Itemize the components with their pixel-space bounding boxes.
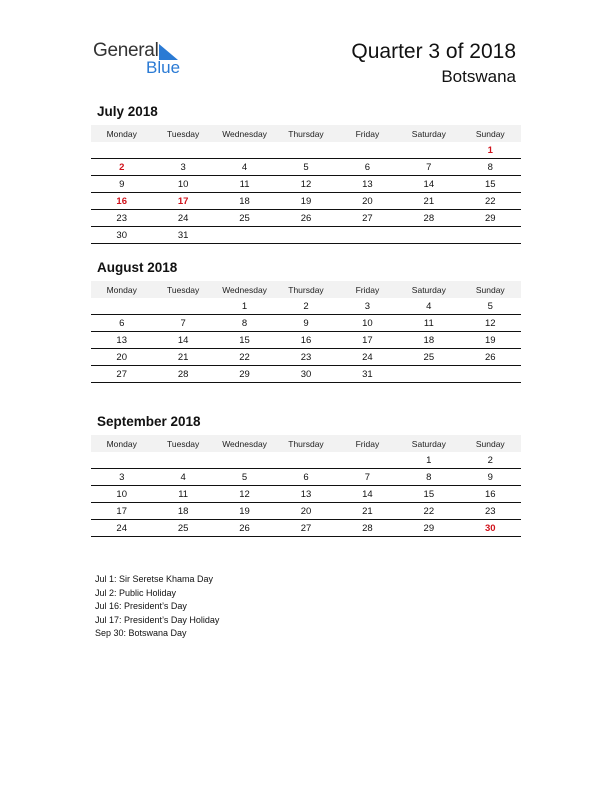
weekday-header: Wednesday	[214, 435, 275, 452]
day-cell: 8	[398, 469, 459, 486]
holiday-note: Jul 2: Public Holiday	[95, 587, 177, 598]
empty-day-cell	[398, 227, 459, 244]
empty-day-cell	[152, 452, 213, 469]
empty-day-cell	[214, 142, 275, 159]
day-cell: 20	[275, 503, 336, 520]
day-cell: 6	[275, 469, 336, 486]
empty-day-cell	[91, 142, 152, 159]
day-cell: 3	[337, 298, 398, 315]
empty-day-cell	[398, 366, 459, 383]
day-cell: 15	[214, 332, 275, 349]
week-row	[91, 210, 521, 227]
month-calendar	[91, 104, 521, 244]
week-row	[91, 366, 521, 383]
day-cell: 1	[398, 452, 459, 469]
day-cell: 22	[398, 503, 459, 520]
day-cell: 9	[275, 315, 336, 332]
day-cell: 23	[275, 349, 336, 366]
day-cell: 5	[214, 469, 275, 486]
weekday-header: Monday	[91, 435, 152, 452]
week-row	[91, 520, 521, 537]
day-cell: 15	[460, 176, 521, 193]
week-row	[91, 159, 521, 176]
day-cell: 22	[460, 193, 521, 210]
day-cell: 25	[214, 210, 275, 227]
weekday-header: Monday	[91, 125, 152, 142]
month-table	[91, 281, 521, 383]
day-cell: 17	[91, 503, 152, 520]
day-cell: 8	[460, 159, 521, 176]
day-cell: 31	[337, 366, 398, 383]
day-cell: 14	[337, 486, 398, 503]
empty-day-cell	[91, 298, 152, 315]
day-cell: 4	[214, 159, 275, 176]
day-cell: 18	[214, 193, 275, 210]
holiday-note: Jul 1: Sir Seretse Khama Day	[95, 574, 214, 584]
day-cell: 6	[337, 159, 398, 176]
day-cell: 29	[460, 210, 521, 227]
day-cell: 27	[275, 520, 336, 537]
day-cell: 30	[460, 520, 521, 537]
day-cell: 14	[152, 332, 213, 349]
day-cell: 9	[91, 176, 152, 193]
day-cell: 15	[398, 486, 459, 503]
weekday-header: Wednesday	[214, 125, 275, 142]
day-cell: 24	[337, 349, 398, 366]
day-cell: 12	[460, 315, 521, 332]
month-title: September 2018	[97, 414, 201, 429]
day-cell: 11	[398, 315, 459, 332]
week-row	[91, 315, 521, 332]
day-cell: 5	[460, 298, 521, 315]
day-cell: 2	[275, 298, 336, 315]
holiday-notes	[95, 573, 219, 641]
holiday-note: Jul 16: President’s Day	[95, 601, 187, 611]
empty-day-cell	[214, 452, 275, 469]
day-cell: 29	[214, 366, 275, 383]
day-cell: 20	[91, 349, 152, 366]
empty-day-cell	[275, 227, 336, 244]
week-row	[91, 469, 521, 486]
day-cell: 10	[152, 176, 213, 193]
day-cell: 16	[460, 486, 521, 503]
day-cell: 12	[275, 176, 336, 193]
page-title: Quarter 3 of 2018	[351, 40, 516, 63]
day-cell: 27	[91, 366, 152, 383]
day-cell: 25	[152, 520, 213, 537]
day-cell: 18	[152, 503, 213, 520]
week-row	[91, 176, 521, 193]
weekday-header-row	[91, 281, 521, 298]
weekday-header-row	[91, 125, 521, 142]
week-row	[91, 503, 521, 520]
day-cell: 6	[91, 315, 152, 332]
day-cell: 18	[398, 332, 459, 349]
day-cell: 1	[460, 142, 521, 159]
day-cell: 26	[460, 349, 521, 366]
day-cell: 16	[91, 193, 152, 210]
day-cell: 20	[337, 193, 398, 210]
day-cell: 30	[91, 227, 152, 244]
empty-day-cell	[337, 227, 398, 244]
day-cell: 8	[214, 315, 275, 332]
holiday-note: Jul 17: President’s Day Holiday	[95, 614, 220, 625]
empty-day-cell	[152, 142, 213, 159]
weekday-header: Tuesday	[152, 281, 213, 298]
logo-general-text: General	[93, 40, 159, 61]
week-row	[91, 227, 521, 244]
month-calendar	[91, 260, 521, 383]
empty-day-cell	[398, 142, 459, 159]
empty-day-cell	[337, 142, 398, 159]
week-row	[91, 486, 521, 503]
day-cell: 10	[337, 315, 398, 332]
day-cell: 4	[398, 298, 459, 315]
day-cell: 26	[275, 210, 336, 227]
day-cell: 21	[398, 193, 459, 210]
day-cell: 11	[152, 486, 213, 503]
empty-day-cell	[91, 452, 152, 469]
week-row	[91, 193, 521, 210]
week-row	[91, 349, 521, 366]
weekday-header: Tuesday	[152, 125, 213, 142]
day-cell: 17	[337, 332, 398, 349]
week-row	[91, 298, 521, 315]
day-cell: 11	[214, 176, 275, 193]
day-cell: 7	[152, 315, 213, 332]
week-row	[91, 332, 521, 349]
day-cell: 14	[398, 176, 459, 193]
generalblue-logo	[93, 40, 193, 80]
day-cell: 29	[398, 520, 459, 537]
day-cell: 24	[152, 210, 213, 227]
empty-day-cell	[214, 227, 275, 244]
month-calendar	[91, 414, 521, 537]
day-cell: 3	[91, 469, 152, 486]
day-cell: 21	[152, 349, 213, 366]
day-cell: 7	[398, 159, 459, 176]
empty-day-cell	[275, 452, 336, 469]
day-cell: 13	[275, 486, 336, 503]
week-row	[91, 452, 521, 469]
day-cell: 19	[460, 332, 521, 349]
day-cell: 19	[214, 503, 275, 520]
day-cell: 28	[398, 210, 459, 227]
weekday-header: Friday	[337, 125, 398, 142]
empty-day-cell	[460, 227, 521, 244]
empty-day-cell	[275, 142, 336, 159]
weekday-header: Monday	[91, 281, 152, 298]
day-cell: 28	[337, 520, 398, 537]
weekday-header: Saturday	[398, 435, 459, 452]
day-cell: 13	[337, 176, 398, 193]
day-cell: 26	[214, 520, 275, 537]
logo-blue-text: Blue	[146, 58, 181, 77]
day-cell: 21	[337, 503, 398, 520]
weekday-header: Friday	[337, 281, 398, 298]
empty-day-cell	[152, 298, 213, 315]
day-cell: 27	[337, 210, 398, 227]
month-title: July 2018	[97, 104, 158, 119]
weekday-header-row	[91, 435, 521, 452]
day-cell: 10	[91, 486, 152, 503]
day-cell: 9	[460, 469, 521, 486]
weekday-header: Saturday	[398, 281, 459, 298]
weekday-header: Sunday	[460, 435, 521, 452]
day-cell: 3	[152, 159, 213, 176]
day-cell: 2	[91, 159, 152, 176]
empty-day-cell	[337, 452, 398, 469]
weekday-header: Sunday	[460, 125, 521, 142]
month-table	[91, 125, 521, 244]
day-cell: 7	[337, 469, 398, 486]
holiday-note: Sep 30: Botswana Day	[95, 628, 187, 638]
month-table	[91, 435, 521, 537]
day-cell: 24	[91, 520, 152, 537]
day-cell: 13	[91, 332, 152, 349]
day-cell: 28	[152, 366, 213, 383]
weekday-header: Thursday	[275, 281, 336, 298]
weekday-header: Sunday	[460, 281, 521, 298]
day-cell: 4	[152, 469, 213, 486]
weekday-header: Friday	[337, 435, 398, 452]
day-cell: 16	[275, 332, 336, 349]
day-cell: 23	[91, 210, 152, 227]
day-cell: 17	[152, 193, 213, 210]
day-cell: 2	[460, 452, 521, 469]
day-cell: 19	[275, 193, 336, 210]
day-cell: 22	[214, 349, 275, 366]
day-cell: 25	[398, 349, 459, 366]
empty-day-cell	[460, 366, 521, 383]
weekday-header: Wednesday	[214, 281, 275, 298]
weekday-header: Thursday	[275, 435, 336, 452]
week-row	[91, 142, 521, 159]
weekday-header: Saturday	[398, 125, 459, 142]
weekday-header: Tuesday	[152, 435, 213, 452]
month-title: August 2018	[97, 260, 178, 275]
day-cell: 23	[460, 503, 521, 520]
day-cell: 12	[214, 486, 275, 503]
day-cell: 5	[275, 159, 336, 176]
weekday-header: Thursday	[275, 125, 336, 142]
country-name: Botswana	[441, 67, 516, 86]
day-cell: 31	[152, 227, 213, 244]
day-cell: 1	[214, 298, 275, 315]
day-cell: 30	[275, 366, 336, 383]
